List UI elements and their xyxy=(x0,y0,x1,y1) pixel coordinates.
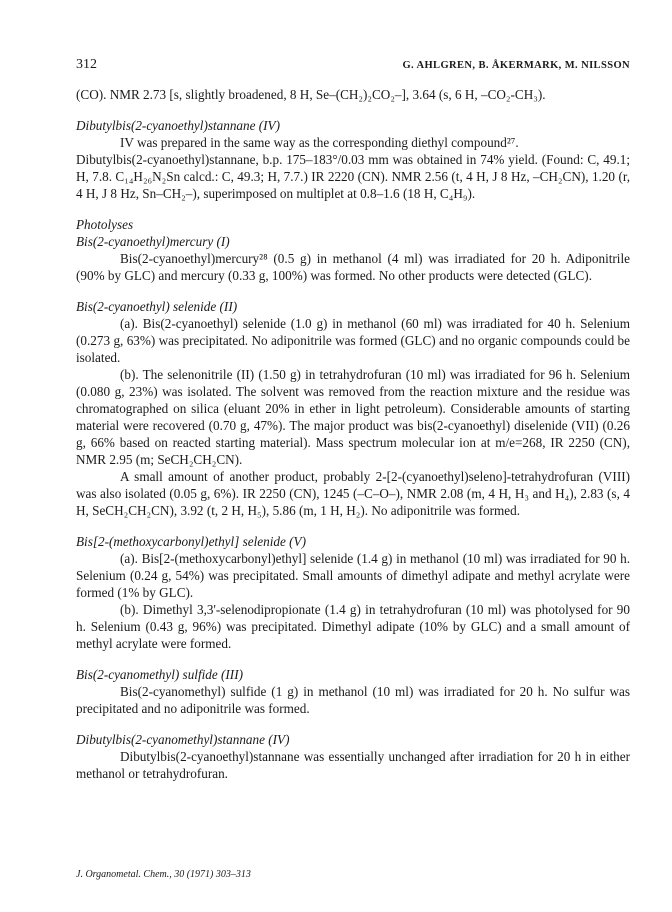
section-heading-stannane: Dibutylbis(2-cyanoethyl)stannane (IV) xyxy=(76,118,280,133)
paragraph: Dibutylbis(2-cyanoethyl)stannane, b.p. 175–183°/0.03 mm was obtained in 74% yield. (Found: C, 49.1; H, 7.8. C₁₄H₂₆N₂Sn calcd.: C, 49.3; H, 7.7.) IR 2220 (CN). NMR 2.56 (t, 4 H, J 8 Hz, –CH₂CN), 1.20 (r, 4 H, J 8 Hz, Sn–CH₂–), superimposed on multiplet at 0.8–1.6 (18 H, C₄H₉). xyxy=(76,152,630,201)
page-header xyxy=(76,56,630,74)
paragraph: Bis(2-cyanomethyl) sulfide (1 g) in methanol (10 ml) was irradiated for 20 h. No sulfur was precipitated and no adiponitrile was formed. xyxy=(76,684,630,716)
section-heading-selenide: Bis(2-cyanoethyl) selenide (II) xyxy=(76,299,238,314)
section-heading-methoxycarbonyl-selenide: Bis[2-(methoxycarbonyl)ethyl] selenide (V) xyxy=(76,534,306,549)
journal-citation-footer: J. Organometal. Chem., 30 (1971) 303–313 xyxy=(76,869,251,880)
subsection-heading-mercury: Bis(2-cyanoethyl)mercury (I) xyxy=(76,234,230,249)
paragraph: IV was prepared in the same way as the corresponding diethyl compound²⁷. xyxy=(120,135,519,150)
paragraph: (a). Bis[2-(methoxycarbonyl)ethyl] selenide (1.4 g) in methanol (10 ml) was irradiated for 90 h. Selenium (0.24 g, 54%) was precipitated. Small amounts of dimethyl adipate and methyl acrylate were formed (1% by GLC). xyxy=(76,551,630,600)
article-body xyxy=(76,86,630,782)
paragraph: A small amount of another product, probably 2-[2-(cyanoethyl)seleno]-tetrahydrofuran (VIII) was also isolated (0.05 g, 6%). IR 2250 (CN), 1245 (–C–O–), NMR 2.08 (m, 4 H, H₃ and H₄), 2.83 (s, 4 H, SeCH₂CH₂CN), 3.92 (t, 2 H, H₅), 5.86 (m, 1 H, H₂). No adiponitrile was formed. xyxy=(76,469,630,518)
paragraph: Bis(2-cyanoethyl)mercury²⁸ (0.5 g) in methanol (4 ml) was irradiated for 20 h. Adiponitrile (90% by GLC) and mercury (0.33 g, 100%) was formed. No other products were detected (GLC). xyxy=(76,251,630,283)
section-heading-cyanomethyl-stannane: Dibutylbis(2-cyanomethyl)stannane (IV) xyxy=(76,732,290,747)
paragraph: (a). Bis(2-cyanoethyl) selenide (1.0 g) in methanol (60 ml) was irradiated for 40 h. Selenium (0.273 g, 63%) was precipitated. No adiponitrile was formed (GLC) and no organic compounds could be isolated. xyxy=(76,316,630,365)
paragraph: Dibutylbis(2-cyanoethyl)stannane was essentially unchanged after irradiation for 20 h in either methanol or tetrahydrofuran. xyxy=(76,749,630,781)
section-heading-sulfide: Bis(2-cyanomethyl) sulfide (III) xyxy=(76,667,243,682)
paragraph: (b). Dimethyl 3,3'-selenodipropionate (1.4 g) in tetrahydrofuran (10 ml) was photolysed for 90 h. Selenium (0.43 g, 96%) was precipitated. Dimethyl adipate (10% by GLC) and a small amount of methyl acrylate were formed. xyxy=(76,602,630,651)
section-heading-photolyses: Photolyses xyxy=(76,217,134,232)
paragraph: (b). The selenonitrile (II) (1.50 g) in tetrahydrofuran (10 ml) was irradiated for 96 h. Selenium (0.080 g, 23%) was isolated. The solvent was removed from the reaction mixture and the residue was chromatographed on silica (eluant 20% in ether in light petroleum). Considerable amounts of starting material were recovered (0.70 g, 47%). The major product was bis(2-cyanoethyl) diselenide (VII) (0.26 g, 66% based on reacted starting material). Mass spectrum molecular ion at m/e=268, IR 2250 (CN), NMR 2.95 (m; SeCH₂CH₂CN). xyxy=(76,367,630,467)
page-number: 312 xyxy=(76,57,97,72)
running-head: G. AHLGREN, B. ÅKERMARK, M. NILSSON xyxy=(402,60,630,71)
continued-paragraph: (CO). NMR 2.73 [s, slightly broadened, 8 H, Se–(CH₂)₂CO₂–], 3.64 (s, 6 H, –CO₂-CH₃). xyxy=(76,87,546,102)
